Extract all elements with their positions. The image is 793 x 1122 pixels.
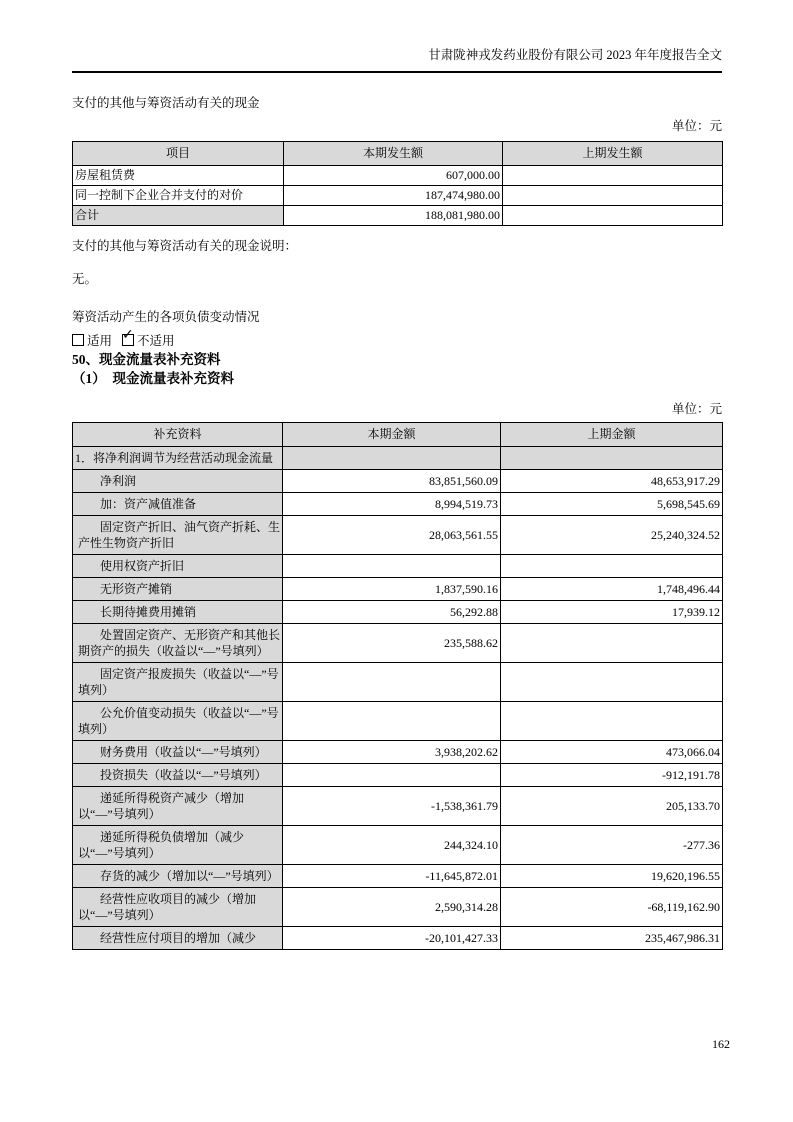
column-header: 上期发生额 xyxy=(503,142,723,166)
current-amount: -1,538,361.79 xyxy=(283,787,501,826)
current-amount: 188,081,980.00 xyxy=(284,206,503,226)
row-label: 处置固定资产、无形资产和其他长期资产的损失（收益以“—”号填列） xyxy=(73,624,283,663)
row-label: 递延所得税资产减少（增加以“—”号填列） xyxy=(73,787,283,826)
column-header: 本期金额 xyxy=(283,423,501,447)
column-header: 本期发生额 xyxy=(284,142,503,166)
row-label: 固定资产报废损失（收益以“—”号填列） xyxy=(73,663,283,702)
section-heading: 50、现金流量表补充资料 xyxy=(72,352,221,367)
current-amount xyxy=(283,702,501,741)
unit-label-2: 单位：元 xyxy=(671,402,722,416)
previous-amount: -68,119,162.90 xyxy=(501,888,723,927)
applicable-option xyxy=(72,334,112,348)
table-row xyxy=(73,470,723,493)
cash-flow-supplement-table-body xyxy=(73,447,723,950)
row-label: 房屋租赁费 xyxy=(73,166,284,186)
table-row xyxy=(73,787,723,826)
row-label: 递延所得税负债增加（减少以“—”号填列） xyxy=(73,826,283,865)
current-amount xyxy=(283,663,501,702)
previous-amount: -277.36 xyxy=(501,826,723,865)
report-header-title: 甘肃陇神戎发药业股份有限公司 2023 年年度报告全文 xyxy=(428,48,722,62)
current-amount xyxy=(283,555,501,578)
row-label: 存货的减少（增加以“—”号填列） xyxy=(73,865,283,888)
previous-amount: 19,620,196.55 xyxy=(501,865,723,888)
page-content xyxy=(0,46,793,950)
current-amount: 607,000.00 xyxy=(284,166,503,186)
row-label: 公允价值变动损失（收益以“—”号填列） xyxy=(73,702,283,741)
cash-flow-supplement-table xyxy=(72,422,723,950)
row-label: 固定资产折旧、油气资产折耗、生产性生物资产折旧 xyxy=(73,516,283,555)
table-row xyxy=(73,493,723,516)
table-row xyxy=(73,206,723,226)
table-row xyxy=(73,601,723,624)
liabilities-change-title: 筹资活动产生的各项负债变动情况 xyxy=(72,310,260,324)
page-number: 162 xyxy=(712,1037,730,1051)
current-amount: 28,063,561.55 xyxy=(283,516,501,555)
header-row xyxy=(73,142,723,166)
checkbox-unchecked-icon xyxy=(72,334,84,346)
table-row xyxy=(73,555,723,578)
current-amount xyxy=(283,764,501,787)
current-amount: 187,474,980.00 xyxy=(284,186,503,206)
column-header: 项目 xyxy=(73,142,284,166)
cash-flow-supplement-table-head xyxy=(73,423,723,447)
previous-amount xyxy=(501,624,723,663)
previous-amount xyxy=(501,447,723,470)
table-row xyxy=(73,516,723,555)
previous-amount: 17,939.12 xyxy=(501,601,723,624)
row-label: 同一控制下企业合并支付的对价 xyxy=(73,186,284,206)
row-label: 投资损失（收益以“—”号填列） xyxy=(73,764,283,787)
previous-amount: 25,240,324.52 xyxy=(501,516,723,555)
previous-amount xyxy=(501,702,723,741)
row-label: 经营性应付项目的增加（减少 xyxy=(73,927,283,950)
previous-amount xyxy=(501,663,723,702)
unit-label-1: 单位：元 xyxy=(671,119,722,133)
table-row xyxy=(73,702,723,741)
cash-note-title: 支付的其他与筹资活动有关的现金说明： xyxy=(72,239,298,253)
previous-amount xyxy=(501,555,723,578)
not-applicable-option xyxy=(122,327,175,348)
current-amount: 83,851,560.09 xyxy=(283,470,501,493)
previous-amount xyxy=(503,186,723,206)
table-row xyxy=(73,764,723,787)
current-amount: 56,292.88 xyxy=(283,601,501,624)
row-label: 使用权资产折旧 xyxy=(73,555,283,578)
applicability-line xyxy=(72,327,722,350)
previous-amount xyxy=(503,206,723,226)
row-label: 净利润 xyxy=(73,470,283,493)
cash-note-body: 无。 xyxy=(72,272,98,286)
header-row xyxy=(73,423,723,447)
financing-cash-table-body xyxy=(73,166,723,226)
table-row xyxy=(73,186,723,206)
row-label: 长期待摊费用摊销 xyxy=(73,601,283,624)
row-label: 财务费用（收益以“—”号填列） xyxy=(73,741,283,764)
table-row xyxy=(73,865,723,888)
previous-amount: 235,467,986.31 xyxy=(501,927,723,950)
report-header xyxy=(72,46,722,73)
previous-amount: 48,653,917.29 xyxy=(501,470,723,493)
current-amount: 3,938,202.62 xyxy=(283,741,501,764)
table-row xyxy=(73,826,723,865)
table-row xyxy=(73,663,723,702)
current-amount: -20,101,427.33 xyxy=(283,927,501,950)
previous-amount: 5,698,545.69 xyxy=(501,493,723,516)
table-row xyxy=(73,166,723,186)
current-amount: 244,324.10 xyxy=(283,826,501,865)
row-label: 经营性应收项目的减少（增加以“—”号填列） xyxy=(73,888,283,927)
previous-amount: 205,133.70 xyxy=(501,787,723,826)
row-label: 合计 xyxy=(73,206,284,226)
current-amount: 1,837,590.16 xyxy=(283,578,501,601)
cash-other-financing-title: 支付的其他与筹资活动有关的现金 xyxy=(72,96,260,110)
column-header: 上期金额 xyxy=(501,423,723,447)
not-applicable-label: 不适用 xyxy=(137,334,175,348)
row-label: 加：资产减值准备 xyxy=(73,493,283,516)
current-amount: 8,994,519.73 xyxy=(283,493,501,516)
previous-amount: -912,191.78 xyxy=(501,764,723,787)
current-amount xyxy=(283,447,501,470)
current-amount: 2,590,314.28 xyxy=(283,888,501,927)
checkbox-checked-icon: ✓ xyxy=(122,334,134,346)
column-header: 补充资料 xyxy=(73,423,283,447)
table-row xyxy=(73,741,723,764)
previous-amount: 473,066.04 xyxy=(501,741,723,764)
financing-cash-table xyxy=(72,141,723,226)
financing-cash-table-head xyxy=(73,142,723,166)
previous-amount xyxy=(503,166,723,186)
section-subheading: （1） 现金流量表补充资料 xyxy=(72,371,234,386)
table-row xyxy=(73,888,723,927)
current-amount: 235,588.62 xyxy=(283,624,501,663)
table-row xyxy=(73,927,723,950)
row-label: 1．将净利润调节为经营活动现金流量 xyxy=(73,447,283,470)
row-label: 无形资产摊销 xyxy=(73,578,283,601)
current-amount: -11,645,872.01 xyxy=(283,865,501,888)
table-row xyxy=(73,578,723,601)
previous-amount: 1,748,496.44 xyxy=(501,578,723,601)
applicable-label: 适用 xyxy=(87,334,113,348)
table-row xyxy=(73,624,723,663)
table-row xyxy=(73,447,723,470)
